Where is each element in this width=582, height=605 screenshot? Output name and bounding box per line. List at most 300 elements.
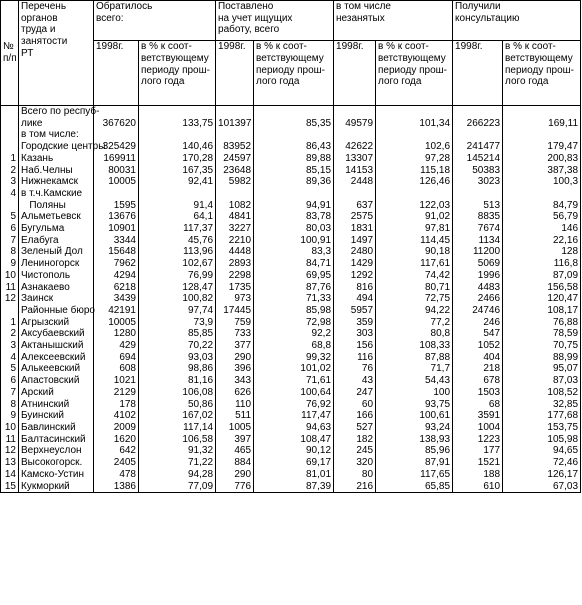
organ-name: Заинск <box>19 293 94 305</box>
applied-1998-cell: 4294 <box>94 270 139 282</box>
consulted-1998-cell: 1996 <box>453 270 503 282</box>
registered-pct-cell: 71,33 <box>254 293 334 305</box>
consulted-pct-cell: 87,09 <box>503 270 581 282</box>
table-row <box>1 445 581 457</box>
table-row <box>1 106 581 118</box>
registered-1998-cell: 465 <box>216 445 254 457</box>
organ-name: Всего по респуб- <box>19 106 94 118</box>
row-number: 4 <box>1 188 19 200</box>
registered-1998-cell: 884 <box>216 457 254 469</box>
registered-pct-cell: 89,88 <box>254 153 334 165</box>
unemployed-pct-cell: 126,46 <box>376 176 453 188</box>
applied-pct-cell <box>139 188 216 200</box>
table-row <box>1 246 581 258</box>
table-row <box>1 129 581 141</box>
table-row <box>1 328 581 340</box>
applied-pct-cell: 100,82 <box>139 293 216 305</box>
unemployed-1998-cell: 80 <box>334 469 376 481</box>
unemployed-1998-cell: 116 <box>334 352 376 364</box>
row-number: 6 <box>1 375 19 387</box>
organ-name: Зеленый Дол <box>19 246 94 258</box>
consulted-pct-cell <box>503 129 581 141</box>
unemployed-pct-cell: 77,2 <box>376 317 453 329</box>
registered-1998-cell: 4448 <box>216 246 254 258</box>
header-group-unemployed: в том числе незанятых <box>334 1 453 41</box>
consulted-pct-cell: 72,46 <box>503 457 581 469</box>
registered-pct-cell: 85,35 <box>254 118 334 130</box>
table-row <box>1 223 581 235</box>
registered-pct-cell: 84,71 <box>254 258 334 270</box>
registered-1998-cell: 101397 <box>216 118 254 130</box>
applied-1998-cell: 1280 <box>94 328 139 340</box>
table-row <box>1 457 581 469</box>
consulted-1998-cell: 2466 <box>453 293 503 305</box>
unemployed-1998-cell: 816 <box>334 282 376 294</box>
unemployed-pct-cell: 80,71 <box>376 282 453 294</box>
registered-1998-cell: 1005 <box>216 422 254 434</box>
unemployed-pct-cell: 85,96 <box>376 445 453 457</box>
registered-pct-cell: 100,91 <box>254 235 334 247</box>
registered-pct-cell: 92,2 <box>254 328 334 340</box>
applied-pct-cell: 170,28 <box>139 153 216 165</box>
consulted-1998-cell: 513 <box>453 200 503 212</box>
applied-pct-cell: 106,58 <box>139 434 216 446</box>
registered-1998-cell: 397 <box>216 434 254 446</box>
applied-1998-cell: 694 <box>94 352 139 364</box>
table-row <box>1 375 581 387</box>
table-row <box>1 176 581 188</box>
organ-name: Нижнекамск <box>19 176 94 188</box>
row-number: 1 <box>1 317 19 329</box>
unemployed-pct-cell: 71,7 <box>376 363 453 375</box>
consulted-1998-cell: 404 <box>453 352 503 364</box>
unemployed-pct-cell: 65,85 <box>376 481 453 493</box>
row-number <box>1 106 19 118</box>
unemployed-1998-cell: 1831 <box>334 223 376 235</box>
unemployed-1998-cell: 494 <box>334 293 376 305</box>
applied-pct-cell: 85,85 <box>139 328 216 340</box>
consulted-1998-cell: 610 <box>453 481 503 493</box>
consulted-pct-cell: 32,85 <box>503 399 581 411</box>
organ-name: Агрызский <box>19 317 94 329</box>
consulted-pct-cell <box>503 106 581 118</box>
unemployed-pct-cell: 122,03 <box>376 200 453 212</box>
organ-name: Актанышский <box>19 340 94 352</box>
unemployed-pct-cell: 115,18 <box>376 165 453 177</box>
registered-pct-cell: 99,32 <box>254 352 334 364</box>
table-row <box>1 340 581 352</box>
unemployed-pct-cell: 72,75 <box>376 293 453 305</box>
table-row <box>1 165 581 177</box>
consulted-1998-cell: 1004 <box>453 422 503 434</box>
table-row <box>1 141 581 153</box>
row-number: 1 <box>1 153 19 165</box>
applied-pct-cell: 140,46 <box>139 141 216 153</box>
consulted-1998-cell: 50383 <box>453 165 503 177</box>
row-number: 12 <box>1 293 19 305</box>
consulted-1998-cell: 11200 <box>453 246 503 258</box>
applied-pct-cell: 128,47 <box>139 282 216 294</box>
organ-name: Аксубаевский <box>19 328 94 340</box>
applied-1998-cell: 3439 <box>94 293 139 305</box>
consulted-1998-cell <box>453 129 503 141</box>
row-number: 13 <box>1 457 19 469</box>
applied-1998-cell: 325429 <box>94 141 139 153</box>
consulted-1998-cell: 547 <box>453 328 503 340</box>
registered-1998-cell: 290 <box>216 469 254 481</box>
unemployed-1998-cell: 76 <box>334 363 376 375</box>
applied-pct-cell: 91,32 <box>139 445 216 457</box>
registered-pct-cell <box>254 106 334 118</box>
registered-1998-cell: 5982 <box>216 176 254 188</box>
row-number: 10 <box>1 422 19 434</box>
consulted-pct-cell: 116,8 <box>503 258 581 270</box>
applied-1998-cell: 429 <box>94 340 139 352</box>
registered-1998-cell: 377 <box>216 340 254 352</box>
consulted-1998-cell: 177 <box>453 445 503 457</box>
header-year: 1998г. <box>94 41 139 106</box>
unemployed-1998-cell: 166 <box>334 410 376 422</box>
registered-1998-cell: 290 <box>216 352 254 364</box>
organ-name: Бавлинский <box>19 422 94 434</box>
row-number: 11 <box>1 282 19 294</box>
unemployed-pct-cell: 100 <box>376 387 453 399</box>
consulted-pct-cell: 120,47 <box>503 293 581 305</box>
header-organ: Перечень органов труда и занятости РТ <box>19 1 94 106</box>
registered-pct-cell: 89,36 <box>254 176 334 188</box>
organ-name: Балтасинский <box>19 434 94 446</box>
applied-pct-cell: 113,96 <box>139 246 216 258</box>
applied-1998-cell: 2405 <box>94 457 139 469</box>
unemployed-pct-cell <box>376 188 453 200</box>
consulted-1998-cell: 1503 <box>453 387 503 399</box>
applied-1998-cell: 10005 <box>94 176 139 188</box>
row-number: 8 <box>1 246 19 258</box>
consulted-pct-cell <box>503 188 581 200</box>
applied-pct-cell: 97,74 <box>139 305 216 317</box>
unemployed-1998-cell <box>334 188 376 200</box>
table-row <box>1 282 581 294</box>
consulted-pct-cell: 153,75 <box>503 422 581 434</box>
applied-1998-cell: 1595 <box>94 200 139 212</box>
organ-name: Буинский <box>19 410 94 422</box>
registered-pct-cell: 71,61 <box>254 375 334 387</box>
consulted-pct-cell: 146 <box>503 223 581 235</box>
applied-pct-cell: 64,1 <box>139 211 216 223</box>
row-number <box>1 305 19 317</box>
consulted-pct-cell: 78,59 <box>503 328 581 340</box>
unemployed-1998-cell: 359 <box>334 317 376 329</box>
consulted-pct-cell: 179,47 <box>503 141 581 153</box>
registered-1998-cell: 396 <box>216 363 254 375</box>
unemployed-pct-cell: 94,22 <box>376 305 453 317</box>
registered-pct-cell: 94,91 <box>254 200 334 212</box>
applied-pct-cell: 117,14 <box>139 422 216 434</box>
unemployed-1998-cell: 156 <box>334 340 376 352</box>
registered-pct-cell: 100,64 <box>254 387 334 399</box>
applied-1998-cell: 3344 <box>94 235 139 247</box>
consulted-1998-cell: 68 <box>453 399 503 411</box>
header-pct: в % к соот- ветствующему периоду прош- лого года <box>376 41 453 106</box>
unemployed-1998-cell: 245 <box>334 445 376 457</box>
registered-1998-cell: 626 <box>216 387 254 399</box>
unemployed-pct-cell <box>376 129 453 141</box>
table-body <box>1 106 581 493</box>
registered-1998-cell: 2210 <box>216 235 254 247</box>
registered-pct-cell: 108,47 <box>254 434 334 446</box>
organ-name: Камско-Устин <box>19 469 94 481</box>
table-row <box>1 352 581 364</box>
consulted-1998-cell: 5069 <box>453 258 503 270</box>
registered-pct-cell: 117,47 <box>254 410 334 422</box>
consulted-1998-cell: 3023 <box>453 176 503 188</box>
consulted-1998-cell: 8835 <box>453 211 503 223</box>
registered-pct-cell <box>254 129 334 141</box>
registered-pct-cell: 81,01 <box>254 469 334 481</box>
applied-1998-cell <box>94 188 139 200</box>
applied-pct-cell: 81,16 <box>139 375 216 387</box>
header-year: 1998г. <box>216 41 254 106</box>
header-num: № п/п <box>1 1 19 106</box>
unemployed-1998-cell <box>334 129 376 141</box>
consulted-1998-cell: 1134 <box>453 235 503 247</box>
unemployed-pct-cell: 74,42 <box>376 270 453 282</box>
consulted-pct-cell: 387,38 <box>503 165 581 177</box>
registered-1998-cell: 17445 <box>216 305 254 317</box>
registered-1998-cell <box>216 129 254 141</box>
registered-1998-cell: 110 <box>216 399 254 411</box>
table-row <box>1 399 581 411</box>
consulted-1998-cell <box>453 106 503 118</box>
registered-pct-cell: 69,95 <box>254 270 334 282</box>
applied-pct-cell: 71,22 <box>139 457 216 469</box>
row-number <box>1 118 19 130</box>
registered-1998-cell: 3227 <box>216 223 254 235</box>
consulted-pct-cell: 84,79 <box>503 200 581 212</box>
unemployed-1998-cell: 1429 <box>334 258 376 270</box>
applied-1998-cell: 13676 <box>94 211 139 223</box>
table-row <box>1 211 581 223</box>
organ-name: Елабуга <box>19 235 94 247</box>
unemployed-pct-cell: 93,24 <box>376 422 453 434</box>
registered-pct-cell: 85,15 <box>254 165 334 177</box>
applied-pct-cell <box>139 106 216 118</box>
row-number: 9 <box>1 410 19 422</box>
registered-1998-cell: 2298 <box>216 270 254 282</box>
organ-name: Чистополь <box>19 270 94 282</box>
applied-pct-cell: 167,35 <box>139 165 216 177</box>
unemployed-pct-cell: 87,91 <box>376 457 453 469</box>
table-row <box>1 305 581 317</box>
consulted-1998-cell: 24746 <box>453 305 503 317</box>
applied-pct-cell: 45,76 <box>139 235 216 247</box>
row-number: 2 <box>1 165 19 177</box>
applied-1998-cell <box>94 106 139 118</box>
organ-name: Арский <box>19 387 94 399</box>
row-number <box>1 141 19 153</box>
row-number: 4 <box>1 352 19 364</box>
unemployed-pct-cell: 97,81 <box>376 223 453 235</box>
organ-name: Кукморкий <box>19 481 94 493</box>
organ-name: в том числе: <box>19 129 94 141</box>
organ-name: Поляны <box>19 200 94 212</box>
applied-pct-cell: 94,28 <box>139 469 216 481</box>
organ-name: Высокогорск. <box>19 457 94 469</box>
row-number: 7 <box>1 387 19 399</box>
header-pct: в % к соот- ветствующему периоду прош- лого года <box>503 41 581 106</box>
registered-pct-cell: 72,98 <box>254 317 334 329</box>
unemployed-1998-cell <box>334 106 376 118</box>
applied-1998-cell: 2129 <box>94 387 139 399</box>
applied-1998-cell: 4102 <box>94 410 139 422</box>
registered-1998-cell: 343 <box>216 375 254 387</box>
unemployed-1998-cell: 2480 <box>334 246 376 258</box>
consulted-pct-cell: 126,17 <box>503 469 581 481</box>
consulted-1998-cell: 1223 <box>453 434 503 446</box>
unemployed-1998-cell: 320 <box>334 457 376 469</box>
registered-pct-cell: 87,76 <box>254 282 334 294</box>
table-row <box>1 387 581 399</box>
table-row <box>1 258 581 270</box>
registered-pct-cell: 87,39 <box>254 481 334 493</box>
unemployed-1998-cell: 13307 <box>334 153 376 165</box>
unemployed-1998-cell: 1292 <box>334 270 376 282</box>
applied-pct-cell: 106,08 <box>139 387 216 399</box>
applied-pct-cell: 98,86 <box>139 363 216 375</box>
organ-name: Азнакаево <box>19 282 94 294</box>
unemployed-pct-cell <box>376 106 453 118</box>
applied-pct-cell: 92,41 <box>139 176 216 188</box>
registered-pct-cell <box>254 188 334 200</box>
consulted-pct-cell: 94,65 <box>503 445 581 457</box>
applied-pct-cell: 167,02 <box>139 410 216 422</box>
applied-pct-cell: 117,37 <box>139 223 216 235</box>
row-number: 8 <box>1 399 19 411</box>
unemployed-pct-cell: 117,65 <box>376 469 453 481</box>
consulted-pct-cell: 177,68 <box>503 410 581 422</box>
organ-name: Казань <box>19 153 94 165</box>
unemployed-1998-cell: 247 <box>334 387 376 399</box>
consulted-1998-cell: 218 <box>453 363 503 375</box>
applied-1998-cell: 15648 <box>94 246 139 258</box>
unemployed-1998-cell: 5957 <box>334 305 376 317</box>
row-number: 6 <box>1 223 19 235</box>
unemployed-1998-cell: 637 <box>334 200 376 212</box>
applied-pct-cell: 50,86 <box>139 399 216 411</box>
applied-1998-cell: 608 <box>94 363 139 375</box>
table-row <box>1 434 581 446</box>
table-row <box>1 317 581 329</box>
consulted-pct-cell: 88,99 <box>503 352 581 364</box>
organ-name: Лениногорск <box>19 258 94 270</box>
unemployed-1998-cell: 60 <box>334 399 376 411</box>
registered-1998-cell: 973 <box>216 293 254 305</box>
table-row <box>1 235 581 247</box>
consulted-pct-cell: 128 <box>503 246 581 258</box>
unemployed-pct-cell: 108,33 <box>376 340 453 352</box>
row-number: 12 <box>1 445 19 457</box>
consulted-pct-cell: 108,52 <box>503 387 581 399</box>
unemployed-pct-cell: 54,43 <box>376 375 453 387</box>
applied-1998-cell: 178 <box>94 399 139 411</box>
registered-pct-cell: 90,12 <box>254 445 334 457</box>
table-header <box>1 1 581 106</box>
organ-name: в т.ч.Камские <box>19 188 94 200</box>
registered-pct-cell: 94,63 <box>254 422 334 434</box>
organ-name: Бугульма <box>19 223 94 235</box>
consulted-pct-cell: 200,83 <box>503 153 581 165</box>
consulted-1998-cell: 241477 <box>453 141 503 153</box>
row-number: 5 <box>1 363 19 375</box>
registered-1998-cell: 1735 <box>216 282 254 294</box>
table-row <box>1 200 581 212</box>
header-year: 1998г. <box>334 41 376 106</box>
header-row-groups <box>1 1 581 41</box>
row-number: 7 <box>1 235 19 247</box>
consulted-pct-cell: 100,3 <box>503 176 581 188</box>
registered-pct-cell: 101,02 <box>254 363 334 375</box>
consulted-pct-cell: 87,03 <box>503 375 581 387</box>
row-number: 5 <box>1 211 19 223</box>
registered-1998-cell <box>216 106 254 118</box>
consulted-1998-cell: 145214 <box>453 153 503 165</box>
applied-1998-cell: 1620 <box>94 434 139 446</box>
registered-pct-cell: 76,92 <box>254 399 334 411</box>
organ-name: Апастовский <box>19 375 94 387</box>
applied-1998-cell: 169911 <box>94 153 139 165</box>
header-pct: в % к соот- ветствующему периоду прош- лого года <box>139 41 216 106</box>
registered-1998-cell: 511 <box>216 410 254 422</box>
applied-1998-cell: 1386 <box>94 481 139 493</box>
header-group-applied: Обратилось всего: <box>94 1 216 41</box>
unemployed-pct-cell: 97,28 <box>376 153 453 165</box>
consulted-pct-cell: 56,79 <box>503 211 581 223</box>
applied-pct-cell <box>139 129 216 141</box>
unemployed-pct-cell: 117,61 <box>376 258 453 270</box>
unemployed-1998-cell: 216 <box>334 481 376 493</box>
consulted-pct-cell: 76,88 <box>503 317 581 329</box>
unemployed-pct-cell: 100,61 <box>376 410 453 422</box>
registered-pct-cell: 68,8 <box>254 340 334 352</box>
applied-1998-cell: 6218 <box>94 282 139 294</box>
consulted-1998-cell: 3591 <box>453 410 503 422</box>
unemployed-pct-cell: 101,34 <box>376 118 453 130</box>
organ-name: Алексеевский <box>19 352 94 364</box>
unemployed-1998-cell: 43 <box>334 375 376 387</box>
registered-1998-cell: 23648 <box>216 165 254 177</box>
applied-1998-cell: 10901 <box>94 223 139 235</box>
table-row <box>1 469 581 481</box>
unemployed-pct-cell: 91,02 <box>376 211 453 223</box>
row-number: 15 <box>1 481 19 493</box>
organ-name: Верхнеуслон <box>19 445 94 457</box>
unemployed-pct-cell: 80,8 <box>376 328 453 340</box>
table-row <box>1 153 581 165</box>
registered-1998-cell: 4841 <box>216 211 254 223</box>
applied-1998-cell: 478 <box>94 469 139 481</box>
unemployed-pct-cell: 114,45 <box>376 235 453 247</box>
registered-pct-cell: 83,78 <box>254 211 334 223</box>
registered-1998-cell: 83952 <box>216 141 254 153</box>
applied-1998-cell: 10005 <box>94 317 139 329</box>
registered-pct-cell: 80,03 <box>254 223 334 235</box>
registered-pct-cell: 86,43 <box>254 141 334 153</box>
registered-1998-cell: 759 <box>216 317 254 329</box>
table-row <box>1 293 581 305</box>
table-row <box>1 410 581 422</box>
applied-pct-cell: 91,4 <box>139 200 216 212</box>
applied-1998-cell: 42191 <box>94 305 139 317</box>
